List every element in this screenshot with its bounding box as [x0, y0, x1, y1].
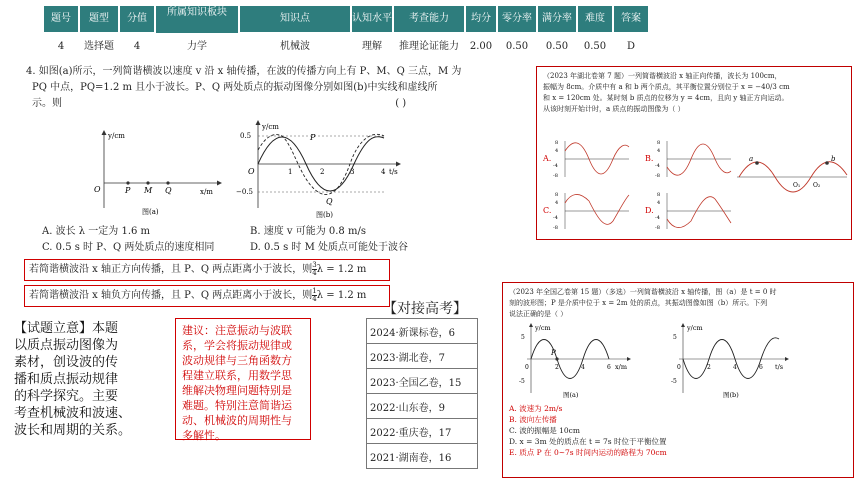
table-header-cell: 满分率	[538, 6, 576, 32]
exam-link-cell: 2021·湖南卷，16	[367, 444, 478, 469]
table-cell: 机械波	[280, 41, 310, 52]
stats-table	[44, 6, 674, 58]
card2-option-e: E. 质点 P 在 0~7s 时间内运动的路程为 70cm	[509, 448, 667, 457]
svg-text:4: 4	[657, 200, 661, 206]
card2-option-d: D. x = 3m 处的质点在 t = 7s 时位于平衡位置	[509, 437, 667, 446]
intent-line: 【试题立意】本题	[14, 321, 119, 336]
card2-wave-b	[683, 338, 779, 379]
suggestion-line: 多解性。	[182, 429, 226, 442]
card1-line: 和 x = 120cm 处。某时刻 b 质点的位移为 y = 4cm，且向 y 轴正方向运动。	[543, 94, 789, 102]
fig-b-ytick-top: 0.5	[240, 132, 252, 140]
analysis-positive-result: λ = 1.2 m	[316, 264, 367, 275]
stats-header-row	[44, 6, 674, 32]
fig-a-caption: 图(a)	[142, 208, 159, 216]
reference-card-national-b	[502, 282, 854, 478]
card2-options	[509, 403, 667, 458]
fig-b-ytick-bottom: −0.5	[236, 188, 253, 196]
svg-text:4: 4	[733, 364, 737, 371]
fig-b-xtick-1: 1	[288, 168, 293, 176]
card2-fig-b-ylabel: y/cm	[687, 324, 703, 332]
fig-a-origin: O	[94, 185, 101, 194]
fraction-three-quarters: $\frac{3}{4}$	[312, 261, 317, 277]
fraction-one-quarter: $\frac{1}{4}$	[312, 287, 317, 303]
card1-curve-a	[565, 143, 629, 174]
label-q: Q	[165, 186, 172, 195]
fig-b-xlabel: t/s	[389, 168, 398, 176]
question-options	[42, 224, 482, 256]
suggestion-box	[175, 318, 311, 440]
answer-bracket: ( )	[395, 98, 407, 109]
analysis-positive-box	[24, 259, 390, 281]
table-header-cell: 知识点	[240, 6, 350, 32]
fig-a-ylabel: y/cm	[108, 132, 125, 140]
table-cell: D	[626, 41, 636, 52]
svg-text:-4: -4	[655, 163, 660, 169]
curve-q-dashed	[258, 134, 384, 194]
analysis-negative-result: λ = 1.2 m	[316, 290, 367, 301]
table-cell: 0.50	[545, 41, 569, 52]
table-header-cell: 认知水平	[352, 6, 392, 32]
card2-point-p: P	[551, 349, 556, 357]
suggestion-line: 程建立联系，用数学思	[182, 369, 292, 382]
svg-text:5: 5	[521, 334, 525, 341]
fig-a-xlabel: x/m	[200, 188, 213, 196]
curve-label-q: Q	[326, 197, 333, 206]
exam-link-cell: 2024·新课标卷，6	[367, 319, 478, 344]
exam-link-row	[367, 419, 478, 444]
question-stem	[26, 64, 496, 112]
table-header-cell: 所属知识板块	[156, 6, 238, 33]
card1-curve-c	[565, 194, 629, 224]
fig-b-caption: 图(b)	[316, 211, 333, 219]
table-header-cell: 答案	[614, 6, 648, 32]
table-cell: 4	[57, 41, 65, 52]
svg-text:-8: -8	[655, 225, 660, 231]
card1-wave-label-o2: O₂	[813, 182, 821, 189]
card2-line: （2023 年全国乙卷第 15 题）（多选）一列简谐横波沿 x 轴传播，图（a）是 t = 0 时	[509, 288, 777, 296]
card2-fig-a-xlabel: x/m	[615, 363, 628, 371]
table-header-cell: 零分率	[498, 6, 536, 32]
svg-text:0: 0	[677, 364, 681, 371]
point-p	[126, 181, 129, 184]
svg-text:4: 4	[555, 200, 559, 206]
card1-wave-label-o1: O₁	[793, 182, 801, 189]
question-intent	[14, 320, 174, 439]
suggestion-line: 系，学会将振动规律或	[182, 339, 292, 352]
svg-text:6: 6	[607, 364, 611, 371]
exam-links-title: 【对接高考】	[383, 301, 467, 317]
suggestion-line: 波动规律与三角函数方	[182, 354, 292, 367]
svg-text:8: 8	[555, 140, 559, 146]
exam-link-cell: 2022·山东卷，9	[367, 394, 478, 419]
svg-text:2: 2	[707, 364, 711, 371]
intent-line: 波长和周期的关系。	[14, 423, 132, 438]
exam-link-cell: 2023·全国乙卷，15	[367, 369, 478, 394]
svg-text:2: 2	[555, 364, 559, 371]
card1-line: 振幅为 8cm。介质中有 a 和 b 两个质点，其平衡位置分别位于 x = −40/3 cm	[543, 83, 790, 91]
intent-line: 以质点振动图像为	[14, 338, 119, 353]
svg-text:-5: -5	[671, 378, 677, 385]
intent-line: 考查机械波和波速、	[14, 406, 132, 421]
question-line: 4. 如图(a)所示，一列简谐横波以速度 v 沿 x 轴传播，在波的传播方向上有 P、M、Q 三点，M 为	[26, 66, 462, 77]
point-q	[166, 181, 169, 184]
label-p: P	[125, 186, 131, 195]
analysis-positive-text: 若简谐横波沿 x 轴正方向传播，且 P、Q 两点距离小于波长，则	[29, 264, 313, 275]
card1-curve-d	[667, 197, 731, 228]
svg-text:8: 8	[555, 192, 559, 198]
suggestion-line: 动、机械波的周期性与	[182, 414, 292, 427]
svg-text:4: 4	[657, 148, 661, 154]
exam-link-cell: 2022·重庆卷，17	[367, 419, 478, 444]
exam-links-table	[366, 318, 478, 469]
card2-fig-a-caption: 图(a)	[563, 391, 579, 399]
svg-text:4: 4	[555, 148, 559, 154]
table-header-cell: 分值	[120, 6, 154, 32]
card2-fig-b-caption: 图(b)	[723, 391, 739, 399]
exam-link-cell: 2023·湖北卷，7	[367, 344, 478, 369]
reference-card-hubei	[536, 66, 852, 240]
card2-option-c: C. 波的振幅是 10cm	[509, 426, 580, 435]
table-header-cell: 题号	[44, 6, 78, 32]
table-cell: 推理论证能力	[399, 41, 459, 52]
analysis-negative-box	[24, 285, 390, 307]
exam-link-row	[367, 319, 478, 344]
table-header-cell: 题型	[80, 6, 118, 32]
svg-text:-4: -4	[553, 215, 558, 221]
svg-text:-4: -4	[655, 215, 660, 221]
figure-b-vibration-graph	[234, 120, 404, 220]
card2-line: 刻的波形图；P 是介质中位于 x = 2m 处的质点，其振动图像如图（b）所示。下列	[509, 299, 768, 307]
svg-text:-8: -8	[553, 173, 558, 179]
svg-text:4: 4	[581, 364, 585, 371]
intent-line: 播和质点振动规律	[14, 372, 119, 387]
question-line	[26, 96, 496, 112]
card2-fig-a-ylabel: y/cm	[535, 324, 551, 332]
card2-fig-b-xlabel: t/s	[775, 363, 784, 371]
svg-text:-8: -8	[553, 225, 558, 231]
table-cell: 选择题	[84, 41, 114, 52]
fig-b-ylabel: y/cm	[262, 123, 279, 131]
exam-link-row	[367, 444, 478, 469]
table-header-cell: 难度	[578, 6, 612, 32]
svg-text:5: 5	[673, 334, 677, 341]
analysis-negative-text: 若简谐横波沿 x 轴负方向传播，且 P、Q 两点距离小于波长，则	[29, 290, 313, 301]
option-a: A. 波长 λ 一定为 1.6 m	[42, 226, 151, 237]
table-cell: 4	[133, 41, 141, 52]
card2-option-a: A. 波速为 2m/s	[509, 404, 563, 413]
card1-line: 从该时刻开始计时，a 质点的振动图像为（ ）	[543, 105, 685, 113]
fig-b-origin: O	[248, 167, 255, 176]
table-cell: 2.00	[469, 41, 493, 52]
figure-a-wave-axis	[82, 128, 222, 218]
card1-wave-label-b: b	[831, 155, 836, 163]
card1-wave-label-a: a	[749, 155, 754, 163]
intent-line: 的科学探究。主要	[14, 389, 119, 404]
label-m: M	[144, 186, 153, 195]
svg-text:0: 0	[525, 364, 529, 371]
table-cell: 0.50	[583, 41, 607, 52]
point-m	[146, 181, 149, 184]
svg-text:8: 8	[657, 140, 661, 146]
table-cell: 0.50	[505, 41, 529, 52]
exam-link-row	[367, 394, 478, 419]
card1-option-graphs	[541, 137, 849, 237]
card1-opt-d: D.	[645, 206, 654, 215]
card2-figures	[509, 323, 849, 399]
card1-opt-a: A.	[543, 154, 552, 163]
fig-b-xtick-2: 2	[320, 168, 325, 176]
card1-line: （2023 年湖北卷第 7 题）一列简谐横波沿 x 轴正向传播，波长为 100cm，	[543, 72, 782, 80]
table-cell: 力学	[187, 41, 207, 52]
suggestion-line: 维解决物理问题特别是	[182, 384, 292, 397]
card2-option-b: B. 波向左传播	[509, 415, 557, 424]
svg-text:8: 8	[657, 192, 661, 198]
table-header-cell: 均分	[466, 6, 496, 32]
stats-value-row	[44, 32, 674, 62]
suggestion-line: 建议：注意振动与波联	[182, 324, 292, 337]
intent-line: 素材，创设波的传	[14, 355, 119, 370]
exam-link-row	[367, 369, 478, 394]
table-cell: 理解	[362, 41, 382, 52]
svg-text:6: 6	[759, 364, 763, 371]
svg-text:-8: -8	[655, 173, 660, 179]
card1-opt-b: B.	[645, 154, 654, 163]
table-header-cell: 考查能力	[394, 6, 464, 32]
card1-opt-c: C.	[543, 206, 552, 215]
question-line-end: 示。则	[32, 98, 62, 109]
option-c: C. 0.5 s 时 P、Q 两处质点的速度相同	[42, 242, 215, 253]
card2-line: 说法正确的是（ ）	[509, 310, 568, 318]
fig-b-xtick-4: 4	[381, 168, 386, 176]
question-line: PQ 中点，PQ=1.2 m 且小于波长。P、Q 两处质点的振动图像分别如图(b)中实线和虚线所	[32, 82, 438, 93]
option-b: B. 速度 v 可能为 0.8 m/s	[250, 226, 366, 237]
svg-text:-4: -4	[553, 163, 558, 169]
card1-curve-b	[667, 144, 731, 175]
option-d: D. 0.5 s 时 M 处质点可能处于波谷	[250, 242, 409, 253]
suggestion-line: 难题。特别注意简谐运	[182, 399, 292, 412]
curve-label-p: P	[310, 133, 316, 142]
fig-b-xtick-3: 3	[350, 168, 355, 176]
svg-text:-5: -5	[519, 378, 525, 385]
exam-link-row	[367, 344, 478, 369]
